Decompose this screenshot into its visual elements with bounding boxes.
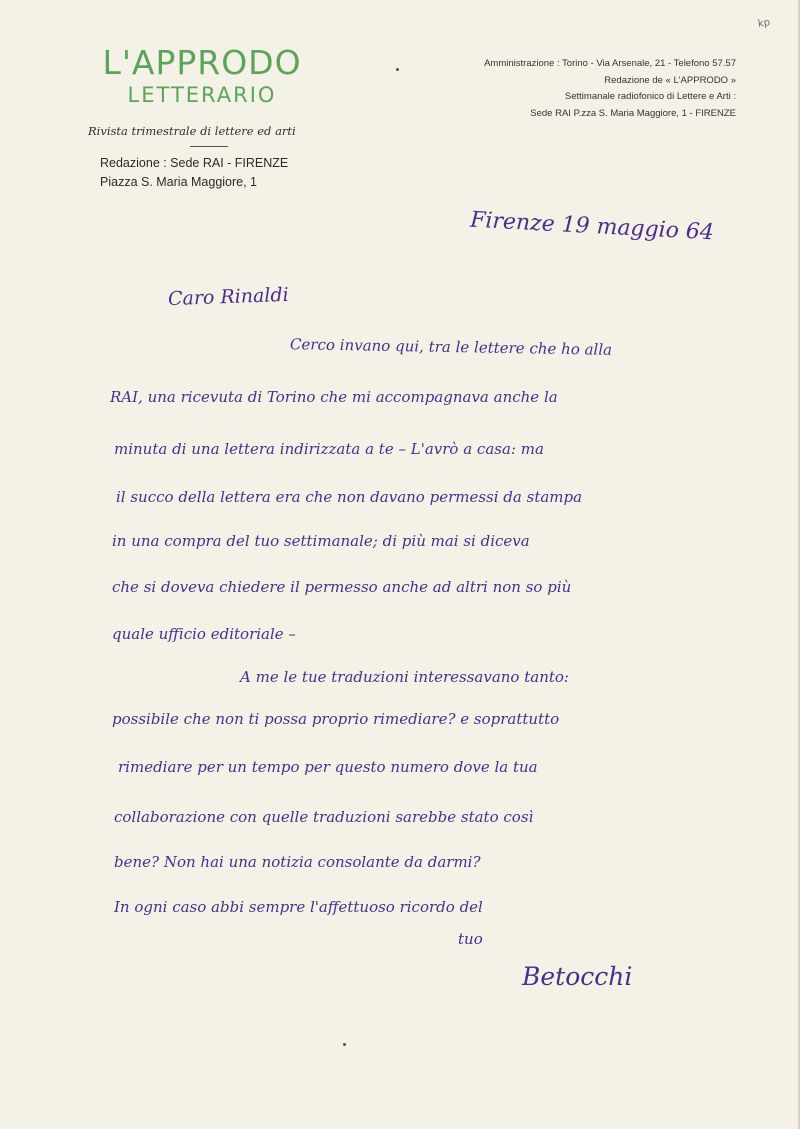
letter-line: In ogni caso abbi sempre l'affettuoso ricordo del [114, 898, 483, 916]
letter-closing: tuo [458, 930, 483, 948]
journal-title: L'APPRODO [102, 43, 302, 82]
admin-line: Sede RAI P.zza S. Maria Maggiore, 1 - FIRENZE [530, 107, 736, 119]
letter-line: in una compra del tuo settimanale; di più mai si diceva [112, 532, 530, 550]
letter-line: quale ufficio editoriale – [112, 625, 296, 643]
letter-line: Cerco invano qui, tra le lettere che ho alla [289, 335, 613, 359]
letter-line: minuta di una lettera indirizzata a te – L'avrò a casa: ma [114, 440, 544, 458]
journal-subtitle: LETTERARIO [127, 83, 277, 107]
letter-line: rimediare per un tempo per questo numero dove la tua [118, 758, 538, 776]
journal-tagline: Rivista trimestrale di lettere ed arti [88, 124, 296, 138]
letter-line: possibile che non ti possa proprio rimediare? e soprattutto [112, 710, 560, 728]
letter-date: Firenze 19 maggio 64 [469, 207, 715, 246]
letter-line: bene? Non hai una notizia consolante da darmi? [114, 853, 481, 871]
letterhead [72, 44, 332, 108]
redazione-line: Redazione : Sede RAI - FIRENZE [100, 156, 289, 170]
admin-line: Redazione de « L'APPRODO » [604, 74, 736, 86]
redazione-line: Piazza S. Maria Maggiore, 1 [100, 175, 258, 189]
letter-line: che si doveva chiedere il permesso anche ad altri non so più [112, 578, 572, 596]
admin-line: Amministrazione : Torino - Via Arsenale, 21 - Telefono 57.57 [484, 58, 736, 69]
paper-speck [396, 68, 399, 71]
letter-line: A me le tue traduzioni interessavano tanto: [240, 668, 569, 686]
letter-signature: Betocchi [522, 962, 633, 991]
paper-speck [343, 1043, 346, 1046]
letter-line: il succo della lettera era che non davano permessi da stampa [116, 488, 583, 506]
letter-salutation: Caro Rinaldi [167, 283, 290, 311]
archival-mark: kp [757, 17, 771, 30]
admin-line: Settimanale radiofonico di Lettere e Arti : [564, 91, 736, 102]
administration-block [416, 56, 736, 122]
redazione-address [100, 154, 300, 192]
letter-line: collaborazione con quelle traduzioni sarebbe stato così [114, 808, 534, 826]
letter-line: RAI, una ricevuta di Torino che mi accompagnava anche la [110, 388, 558, 406]
letterhead-divider [190, 146, 228, 147]
